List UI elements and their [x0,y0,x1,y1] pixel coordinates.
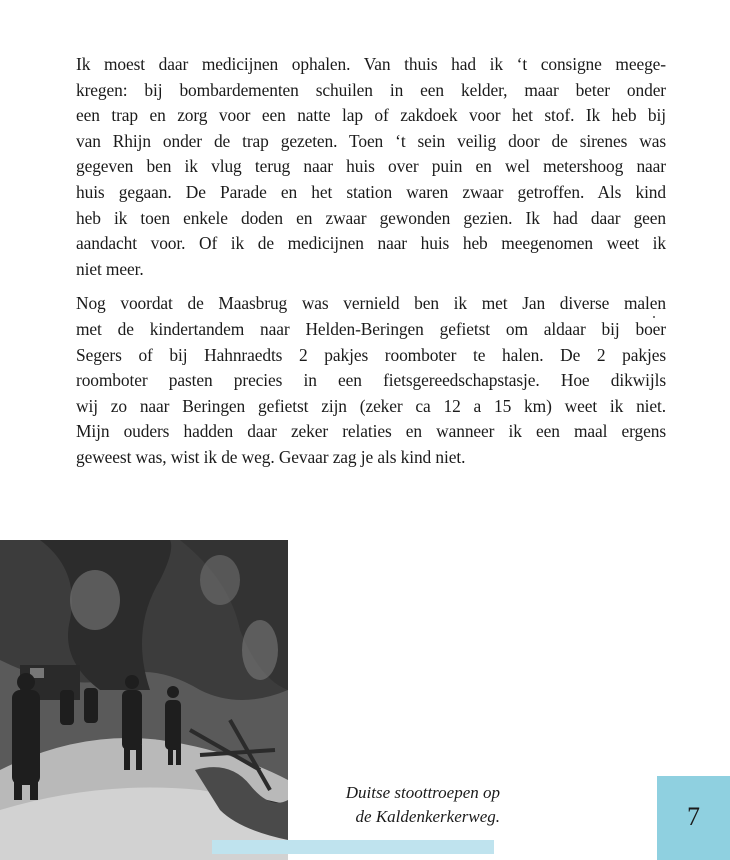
paragraph-1 [76,52,666,282]
historic-photo [0,540,288,860]
text-line: niet meer. [76,258,144,279]
page-number-tab [657,776,730,860]
text-line: Ik moest daar medicijnen ophalen. Van thuis had ik ‘t consigne meege- [76,54,666,74]
caption-line-1: Duitse stoottroepen op [345,783,500,802]
text-line: een trap en zorg voor een natte lap of zakdoek voor het stof. Ik heb bij [76,105,666,126]
text-line: geweest was, wist ik de weg. Gevaar zag je als kind niet. [76,446,466,467]
page-number: 7 [687,802,700,831]
photo-caption [300,781,500,829]
text-line: heb ik toen enkele doden en zwaar gewonden gezien. Ik had daar geen [76,207,666,228]
text-line: van Rhijn onder de trap gezeten. Toen ‘t sein veilig door de sirenes was [76,130,666,151]
text-line: huis gegaan. De Parade en het station waren zwaar getroffen. Als kind [76,181,666,202]
text-line: gegeven ben ik vlug terug naar huis over puin en wel metershoog naar [76,156,666,177]
text-line: kregen: bij bombardementen schuilen in een kelder, maar beter onder [76,79,666,100]
text-line: Segers of bij Hahnraedts 2 pakjes roomboter te halen. De 2 pakjes [76,344,666,365]
text-line: roomboter pasten precies in een fietsgereedschapstasje. Hoe dikwijls [76,370,666,391]
paragraph-2 [76,291,666,470]
text-line: Mijn ouders hadden daar zeker relaties en wanneer ik een maal ergens [76,421,666,442]
text-line: aandacht voor. Of ik de medicijnen naar huis heb meegenomen weet ik [76,233,666,254]
photo-scene [0,540,288,860]
text-line: wij zo naar Beringen gefietst zijn (zeker ca 12 a 15 km) weet ik niet. [76,395,666,416]
text-line: met de kindertandem naar Helden-Beringen gefietst om aldaar bij boer [76,318,666,339]
body-text [76,52,666,480]
scan-speck [653,316,655,318]
caption-line-2: de Kaldenkerkerweg. [355,807,500,826]
caption-strip [212,840,494,854]
text-line: Nog voordat de Maasbrug was vernield ben ik met Jan diverse malen [76,293,666,314]
